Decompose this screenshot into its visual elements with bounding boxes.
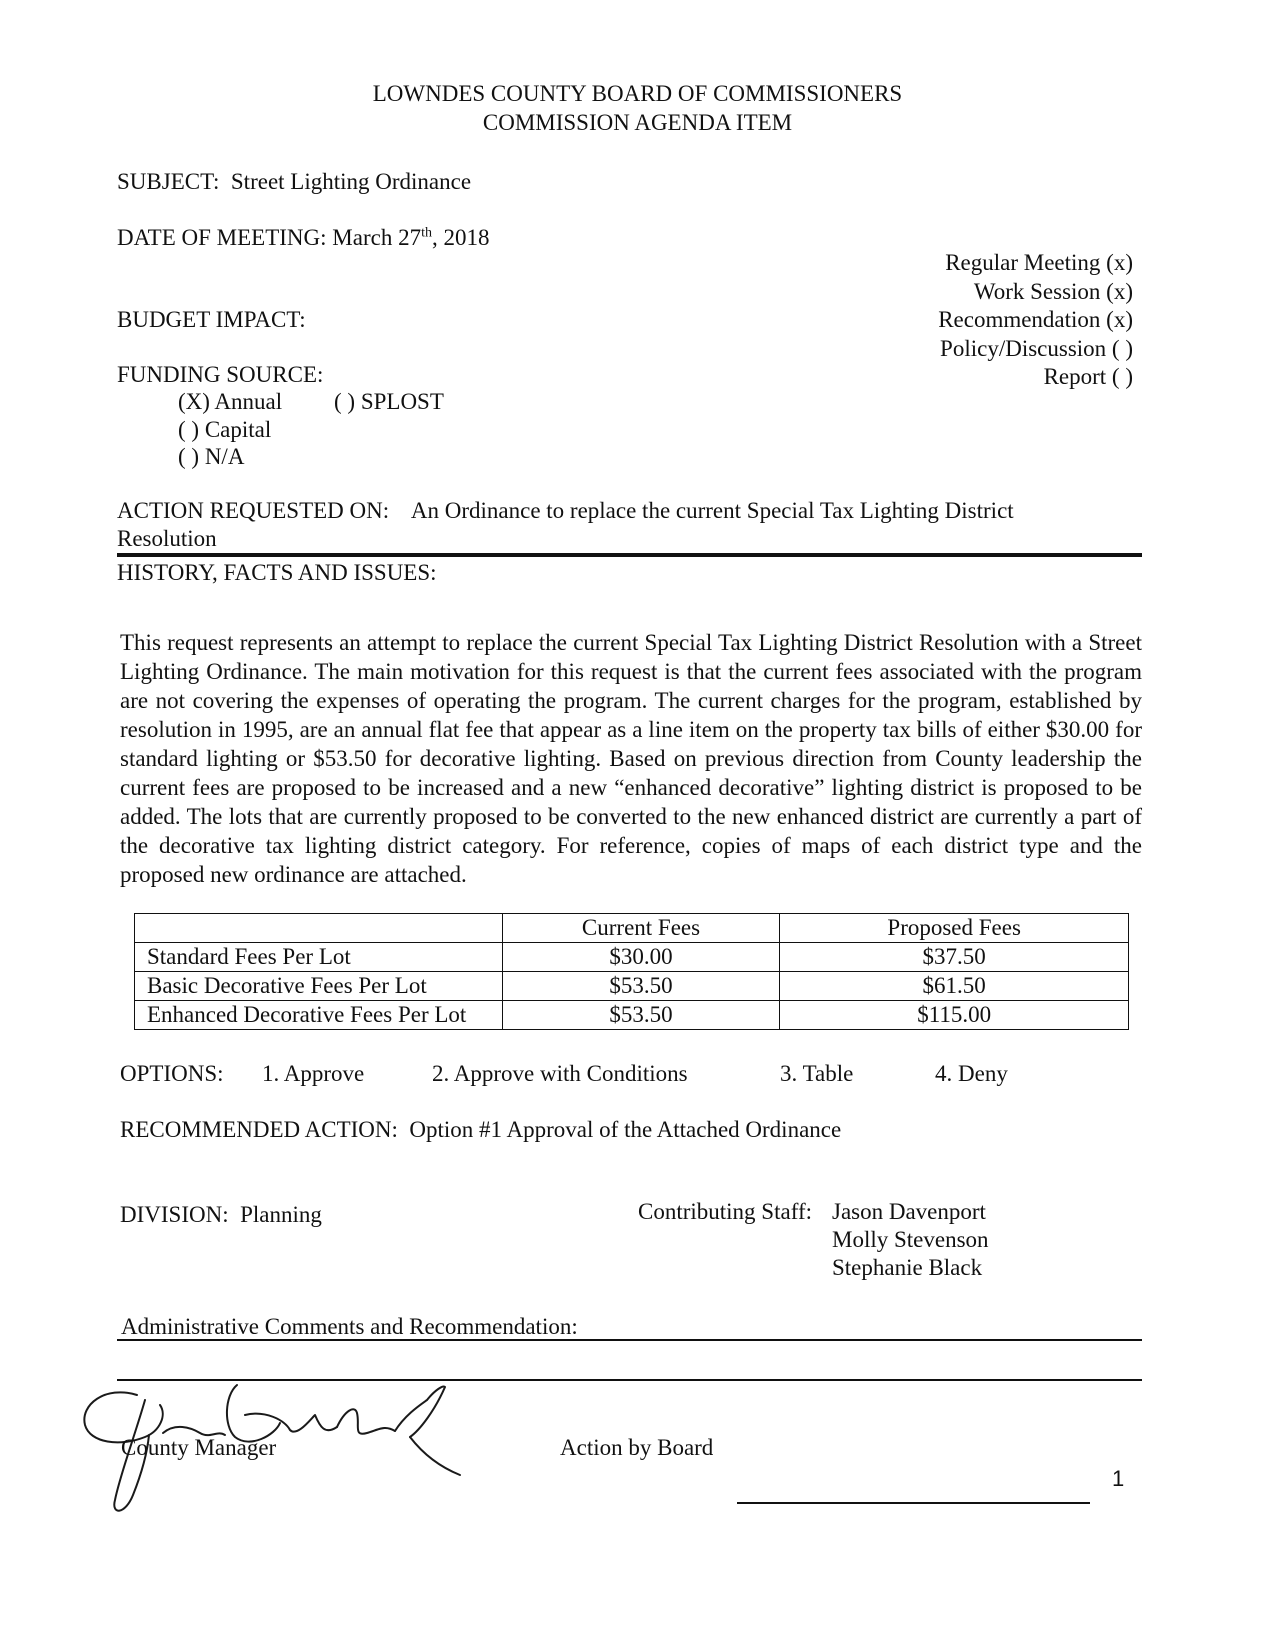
meeting-type-policy-discussion: Policy/Discussion ( ) xyxy=(940,335,1133,361)
recommended-action-row xyxy=(120,1116,841,1144)
meeting-type-regular: Regular Meeting (x) xyxy=(945,250,1133,275)
division-row xyxy=(120,1201,322,1229)
funding-splost: ( ) SPLOST xyxy=(334,389,444,414)
page-number: 1 xyxy=(1112,1466,1125,1491)
contributing-staff-label: Contributing Staff: xyxy=(638,1199,812,1224)
table-header-current-fees: Current Fees xyxy=(502,914,780,943)
admin-comments-label: Administrative Comments and Recommendation: xyxy=(121,1314,578,1339)
action-requested-row xyxy=(117,497,1014,525)
fees-table xyxy=(134,913,1129,1030)
meeting-type-recommendation: Recommendation (x) xyxy=(938,307,1133,332)
table-header-proposed-fees: Proposed Fees xyxy=(780,914,1129,943)
funding-na: ( ) N/A xyxy=(178,444,245,469)
table-cell-current: $53.50 xyxy=(502,1001,780,1030)
staff-name: Stephanie Black xyxy=(832,1255,983,1280)
table-header-cell-blank xyxy=(135,914,503,943)
staff-name: Molly Stevenson xyxy=(832,1227,989,1252)
action-by-board-line xyxy=(737,1502,1090,1504)
document-header-line-2: COMMISSION AGENDA ITEM xyxy=(482,110,793,135)
section-divider xyxy=(117,553,1142,557)
table-row xyxy=(135,943,1129,972)
table-header-row xyxy=(135,914,1129,943)
table-cell-current: $30.00 xyxy=(502,943,780,972)
table-row xyxy=(135,972,1129,1001)
action-requested-value-continued: Resolution xyxy=(117,526,217,551)
action-by-board-label: Action by Board xyxy=(560,1435,714,1460)
contributing-staff-names xyxy=(832,1198,989,1282)
table-cell-proposed: $61.50 xyxy=(780,972,1129,1001)
funding-source-label: FUNDING SOURCE: xyxy=(117,362,324,387)
funding-annual: (X) Annual xyxy=(178,389,283,414)
recommended-action-value: Option #1 Approval of the Attached Ordinance xyxy=(409,1117,842,1142)
admin-comments-line-1 xyxy=(117,1339,1142,1341)
date-year: , 2018 xyxy=(431,225,490,250)
option-approve-with-conditions: 2. Approve with Conditions xyxy=(432,1061,688,1086)
date-label: DATE OF MEETING: xyxy=(117,225,327,250)
table-cell-proposed: $115.00 xyxy=(780,1001,1129,1030)
table-cell-current: $53.50 xyxy=(502,972,780,1001)
table-row xyxy=(135,1001,1129,1030)
date-row xyxy=(117,224,489,252)
options-label: OPTIONS: xyxy=(120,1061,224,1086)
subject-label: SUBJECT: xyxy=(117,169,220,194)
subject-row xyxy=(117,168,471,196)
history-label: HISTORY, FACTS AND ISSUES: xyxy=(117,560,437,585)
staff-name: Jason Davenport xyxy=(832,1199,986,1224)
division-label: DIVISION: xyxy=(120,1202,229,1227)
funding-capital: ( ) Capital xyxy=(178,417,272,442)
meeting-type-report: Report ( ) xyxy=(1043,364,1133,389)
table-cell-label: Basic Decorative Fees Per Lot xyxy=(135,972,503,1001)
option-approve: 1. Approve xyxy=(262,1061,365,1086)
option-deny: 4. Deny xyxy=(935,1061,1008,1086)
action-requested-label: ACTION REQUESTED ON: xyxy=(117,498,390,523)
action-requested-value: An Ordinance to replace the current Special Tax Lighting District xyxy=(410,498,1014,523)
meeting-type-list xyxy=(938,249,1133,392)
document-header-line-1: LOWNDES COUNTY BOARD OF COMMISSIONERS xyxy=(372,81,903,106)
county-manager-label: County Manager xyxy=(121,1435,277,1460)
budget-impact-label: BUDGET IMPACT: xyxy=(117,307,306,332)
table-cell-proposed: $37.50 xyxy=(780,943,1129,972)
history-paragraph: This request represents an attempt to replace the current Special Tax Lighting District Resolution with a Street Lighting Ordinance. The main motivation for this request is that the current fees associated with the program are not covering the expenses of operating the program. The current charges for the program, established by resolution in 1995, are an annual flat fee that appear as a line item on the property tax bills of either $30.00 for standard lighting or $53.50 for decorative lighting. Based on previous direction from County leadership the current fees are proposed to be increased and a new “enhanced decorative” lighting district is proposed to be added. The lots that are currently proposed to be converted to the new enhanced district are currently a part of the decorative tax lighting district category. For reference, copies of maps of each district type and the proposed new ordinance are attached. xyxy=(120,630,1142,887)
option-table: 3. Table xyxy=(780,1061,854,1086)
division-value: Planning xyxy=(240,1202,322,1227)
meeting-type-work-session: Work Session (x) xyxy=(973,278,1133,304)
date-ordinal-suffix: th xyxy=(421,225,432,241)
subject-value: Street Lighting Ordinance xyxy=(230,169,472,194)
date-value: March 27 xyxy=(332,225,422,250)
recommended-action-label: RECOMMENDED ACTION: xyxy=(120,1117,398,1142)
table-cell-label: Enhanced Decorative Fees Per Lot xyxy=(135,1001,503,1030)
table-cell-label: Standard Fees Per Lot xyxy=(135,943,503,972)
